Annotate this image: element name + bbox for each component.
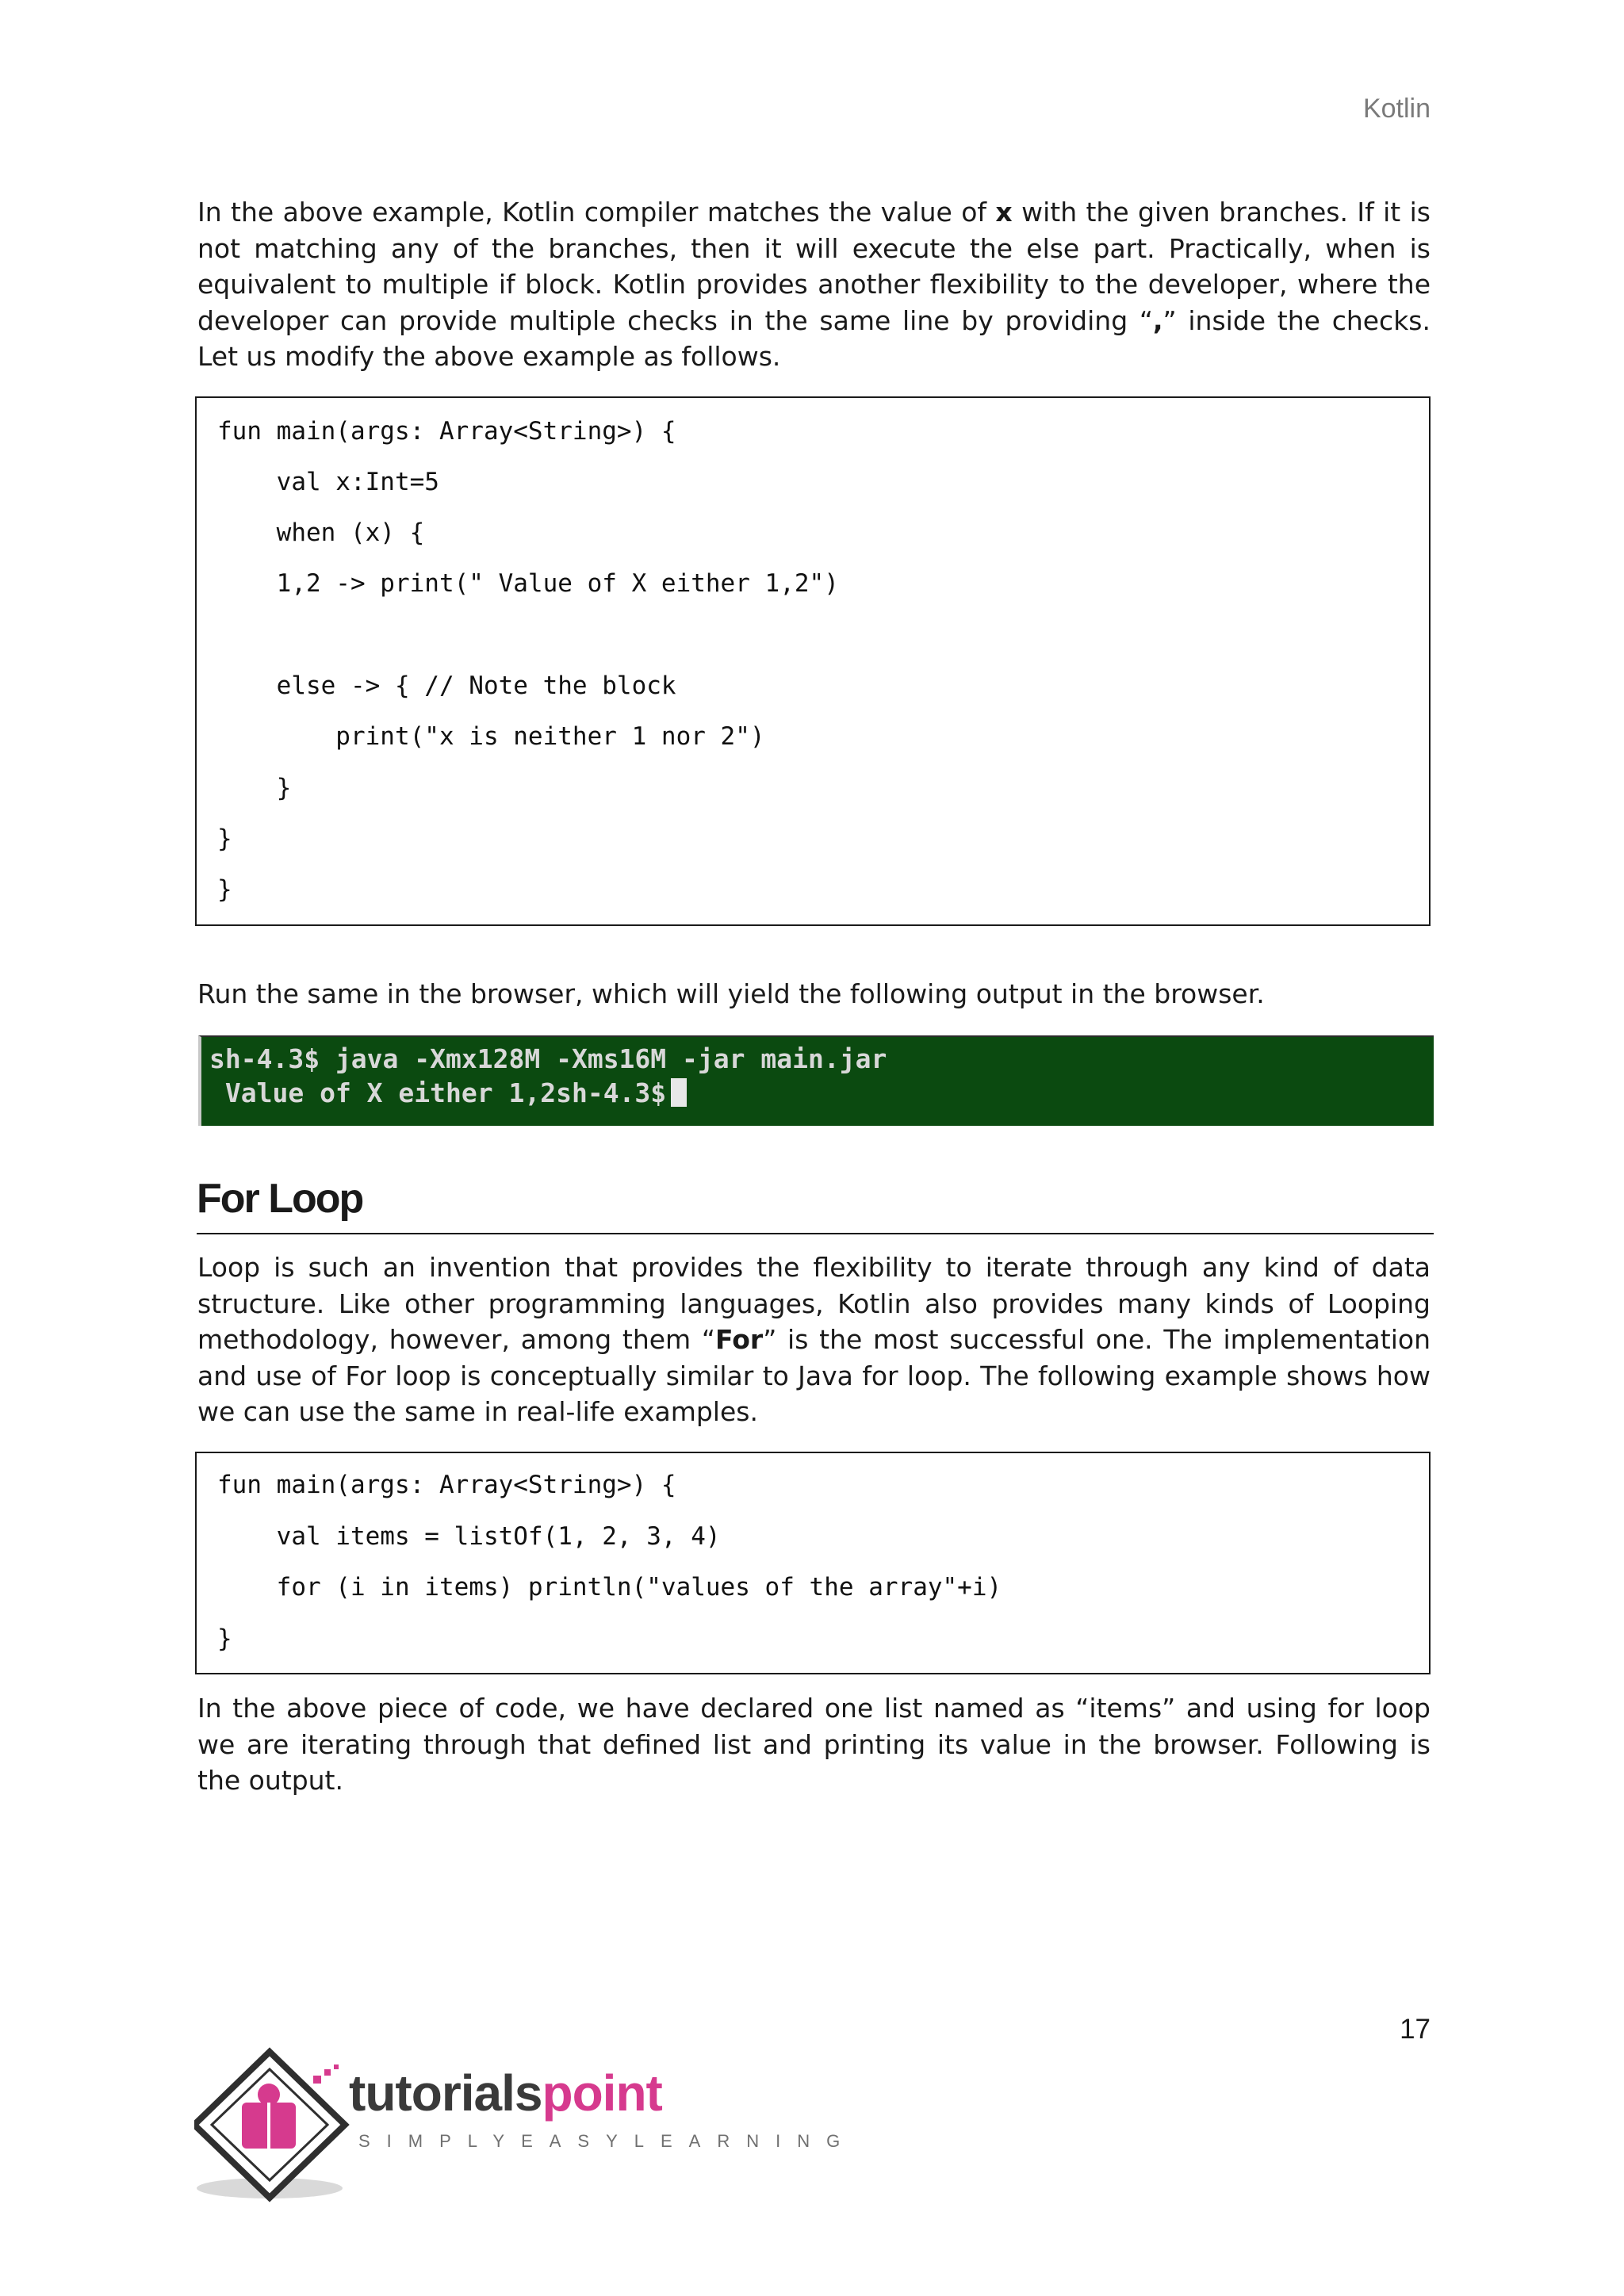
code-line: } (217, 1624, 232, 1653)
paragraph-text: with the given branches. If it is not matching any of the branches, then it will execute the else part. Practically, when is equivalent to multiple if block. Kotlin provides another flexibility to the developer, where the developer can provide multiple checks in the same line by providing “ (197, 197, 1431, 336)
code-line: fun main(args: Array<String>) { (217, 1471, 676, 1499)
code-line: } (217, 774, 292, 802)
code-line: for (i in items) println("values of the array"+i) (217, 1573, 1002, 1601)
heading-underline (197, 1233, 1434, 1234)
paragraph-text: Loop is such an invention that provides the flexibility to iterate through any kind of data structure. Like other programming languages, Kotlin also provides many kinds of Looping methodology, however, among them “ (197, 1252, 1431, 1355)
code-line: val items = listOf(1, 2, 3, 4) (217, 1522, 721, 1551)
code-line: 1,2 -> print(" Value of X either 1,2") (217, 569, 839, 598)
logo-reader-head-icon (258, 2084, 280, 2106)
logo-book-spine (267, 2103, 270, 2149)
terminal-output-text: Value of X either 1,2sh-4.3$ (209, 1077, 667, 1108)
logo-pixel (313, 2076, 321, 2084)
section-heading-for-loop: For Loop (197, 1176, 363, 1222)
paragraph-run-output: Run the same in the browser, which will yield the following output in the browser. (197, 978, 1265, 1009)
terminal-output-line (209, 1077, 687, 1108)
bold-comma: , (1153, 304, 1163, 336)
bold-variable-x: x (995, 197, 1013, 228)
code-line: fun main(args: Array<String>) { (217, 417, 676, 446)
code-line: } (217, 825, 232, 853)
logo-tagline: SIMPLYEASYLEARNING (358, 2131, 857, 2151)
terminal-cursor (671, 1078, 687, 1107)
code-line: else -> { // Note the block (217, 672, 676, 700)
paragraph-for-loop-explanation: In the above piece of code, we have declared one list named as “items” and using for loop we are iterating through that defined list and printing its value in the browser. Following is the output. (197, 1693, 1431, 1796)
logo-pixel (334, 2064, 339, 2069)
code-line: when (x) { (217, 519, 425, 547)
code-block-when-example (195, 396, 1431, 926)
bold-for-keyword: For (715, 1324, 764, 1355)
paragraph-when-explanation (197, 194, 1431, 375)
terminal-output (198, 1035, 1434, 1126)
paragraph-for-loop-intro (197, 1249, 1431, 1430)
logo-wordmark (349, 2064, 662, 2122)
terminal-command-line: sh-4.3$ java -Xmx128M -Xms16M -jar main.jar (209, 1043, 887, 1074)
code-line: } (217, 875, 232, 904)
logo-wordmark-tutorials: tutorials (349, 2064, 542, 2122)
logo-wordmark-point: point (542, 2064, 662, 2122)
running-header: Kotlin (1362, 94, 1431, 124)
code-line: print("x is neither 1 nor 2") (217, 722, 765, 751)
paragraph-text: ” inside the checks. Let us modify the above example as follows. (197, 304, 1431, 372)
page-number: 17 (1400, 2014, 1431, 2045)
paragraph-text: ” is the most successful one. The implementation and use of For loop is conceptually similar to Java for loop. The following example shows how we can use the same in real-life examples. (197, 1324, 1431, 1427)
paragraph-text: In the above example, Kotlin compiler matches the value of (197, 197, 996, 228)
code-block-for-example (195, 1452, 1431, 1674)
logo-pixel (324, 2069, 331, 2076)
code-line: val x:Int=5 (217, 468, 439, 496)
